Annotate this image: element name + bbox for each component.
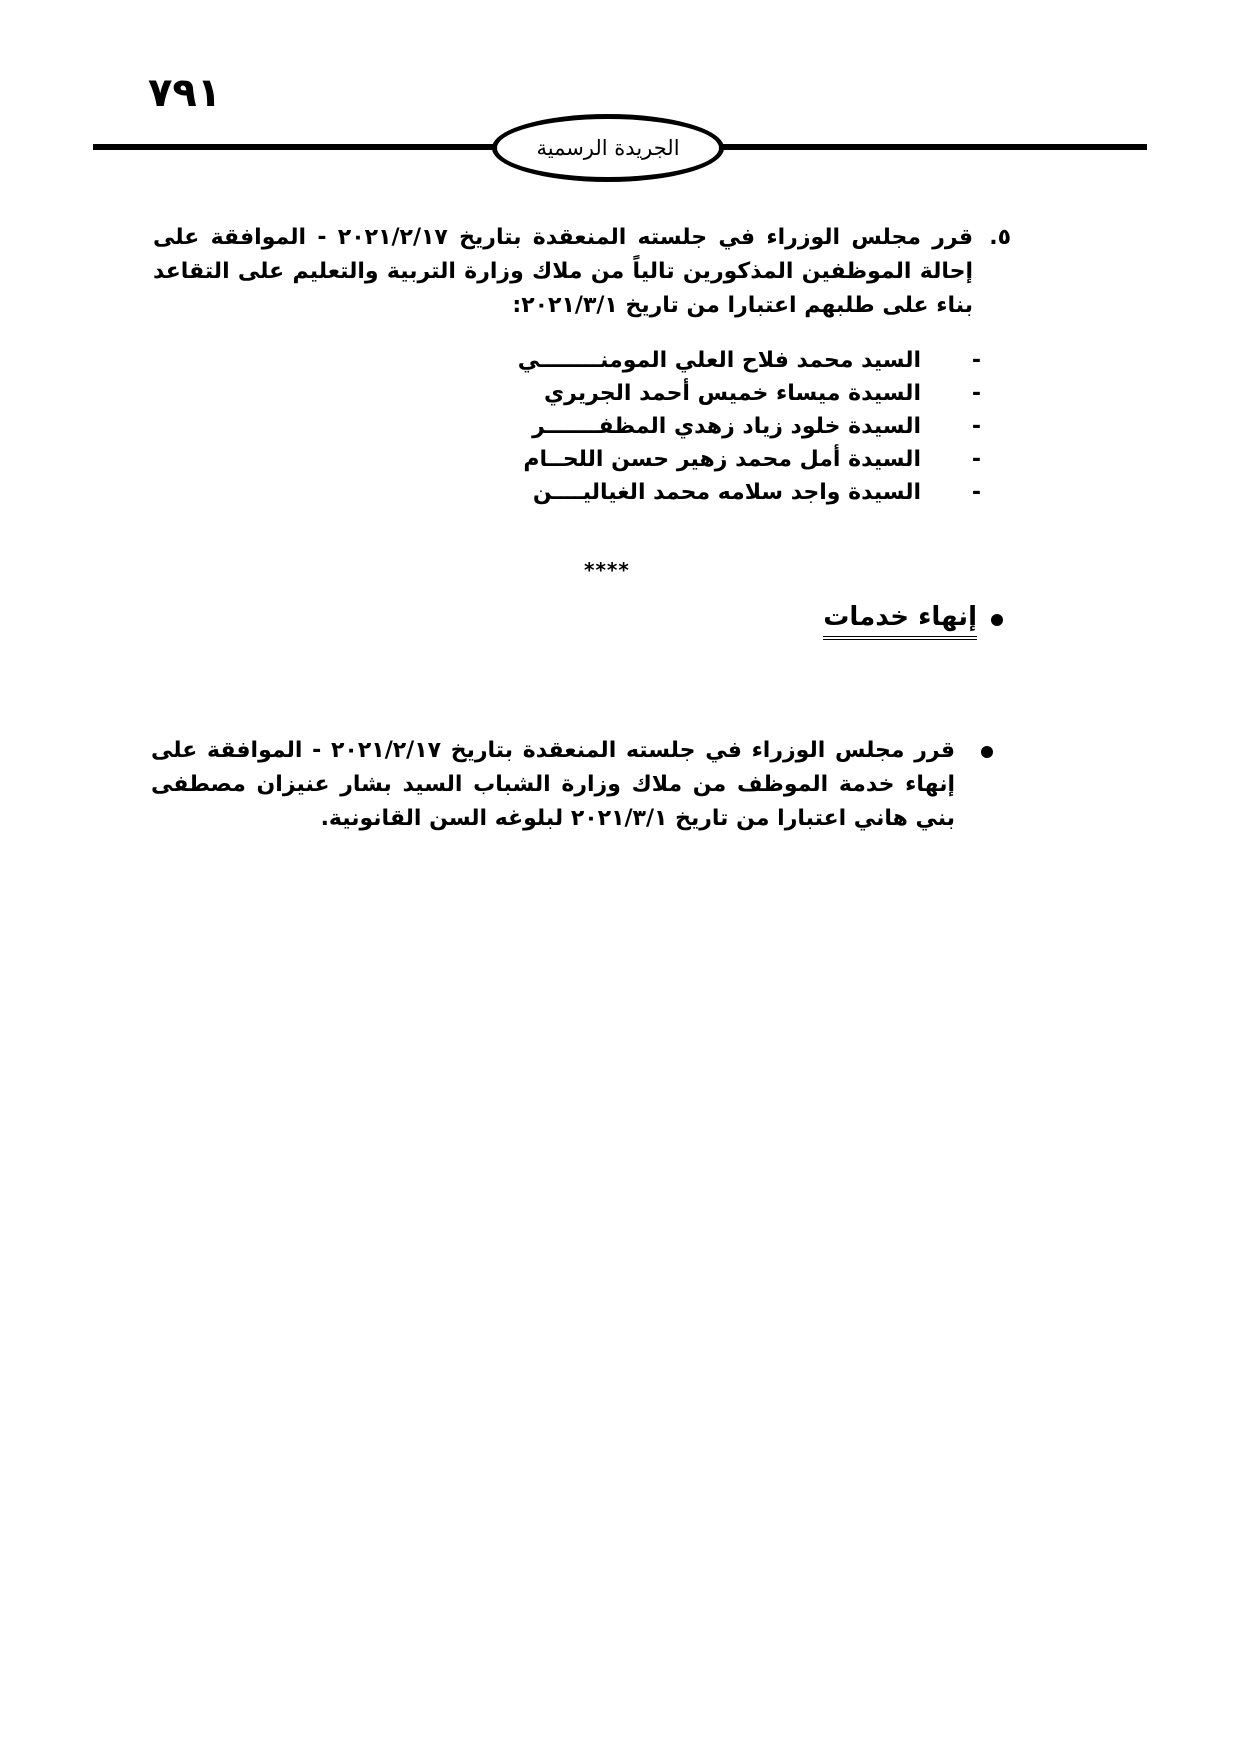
list-item xyxy=(532,480,981,513)
list-item xyxy=(532,414,981,447)
section-heading xyxy=(823,600,1003,640)
retiree-name: السيدة ميساء خميس أحمد الجريري xyxy=(544,381,921,406)
list-dash: - xyxy=(971,480,981,505)
list-dash: - xyxy=(971,447,981,472)
list-dash: - xyxy=(971,348,981,373)
retiree-names-list xyxy=(517,348,981,513)
item-number: ٥. xyxy=(989,225,1011,250)
gazette-title: الجريدة الرسمية xyxy=(536,136,680,160)
retiree-name: السيدة خلود زياد زهدي المظفـــــــر xyxy=(532,414,921,439)
bullet-icon xyxy=(981,746,993,758)
section-title: إنهاء خدمات xyxy=(823,600,977,640)
list-dash: - xyxy=(971,381,981,406)
list-item xyxy=(517,348,981,381)
list-item xyxy=(523,447,981,480)
list-dash: - xyxy=(971,414,981,439)
termination-decision-text: قرر مجلس الوزراء في جلسته المنعقدة بتاريخ ٢٠٢١/٢/١٧ - الموافقة على إنهاء خدمة الموظف من ملاك وزارة الشباب السيد بشار عنيزان مصطفى بني هاني اعتبارا من تاريخ ٢٠٢١/٣/١ لبلوغه السن القانونية. xyxy=(151,738,955,831)
retiree-name: السيد محمد فلاح العلي المومنــــــــي xyxy=(517,348,921,373)
section-separator: **** xyxy=(584,558,630,582)
page-number: ٧٩١ xyxy=(148,70,222,116)
bullet-icon xyxy=(991,614,1003,626)
retiree-name: السيدة واجد سلامه محمد الغياليــــن xyxy=(532,480,921,505)
retiree-name: السيدة أمل محمد زهير حسن اللحــام xyxy=(523,447,921,472)
retirement-decision-text: قرر مجلس الوزراء في جلسته المنعقدة بتاريخ ٢٠٢١/٢/١٧ - الموافقة على إحالة الموظفين المذكورين تالياً من ملاك وزارة التربية والتعليم على التقاعد بناء على طلبهم اعتبارا من تاريخ ٢٠٢١/٣/١: xyxy=(153,225,974,318)
gazette-title-oval xyxy=(492,114,724,182)
list-item xyxy=(541,381,981,414)
